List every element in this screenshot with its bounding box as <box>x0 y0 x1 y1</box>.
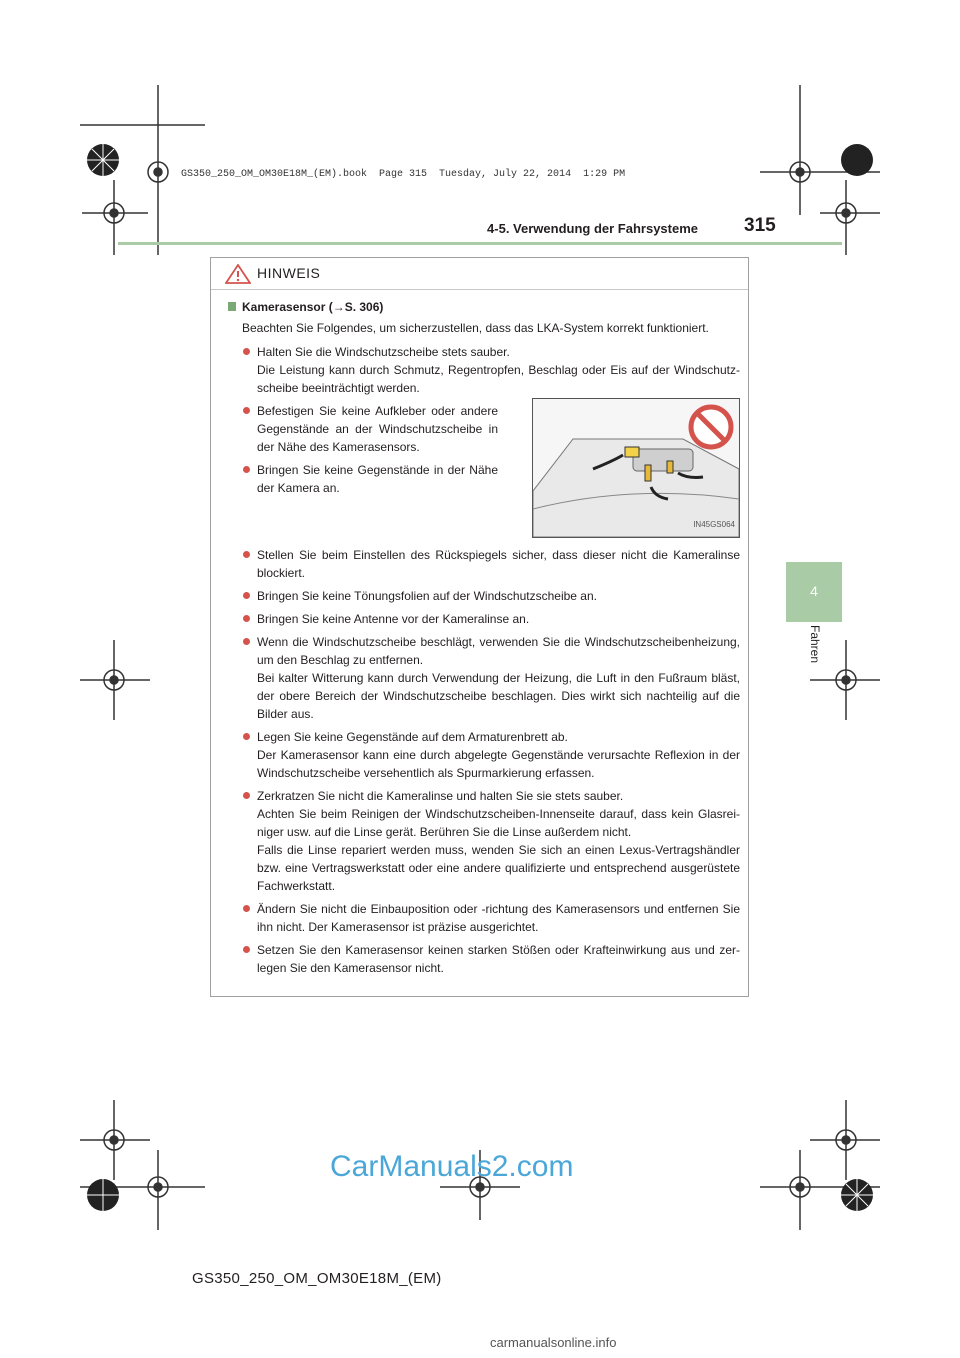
section-title: 4-5. Verwendung der Fahrsysteme <box>487 221 698 236</box>
list-item: Wenn die Windschutzscheibe beschlägt, verwenden Sie die Windschutzscheibenheizung, um den Beschlag zu entfernen. Bei kalter Witterung kann durch Verwendung der Heizung, die Luft in den Fußraum bläst, der obere Bereich der Windschutzscheibe beschlagen. Dies wirkt sich nachteilig auf die Bilder aus. <box>226 633 740 723</box>
notice-intro: Beachten Sie Folgendes, um sicherzustellen, dass das LKA-System korrekt funktioniert. <box>242 321 709 335</box>
watermark-carmanuals: CarManuals2.com <box>330 1150 574 1183</box>
prohibited-icon <box>691 407 731 447</box>
footer-doc-code: GS350_250_OM_OM30E18M_(EM) <box>192 1270 442 1287</box>
chapter-tab: 4 <box>786 562 842 622</box>
figure-code: IN45GS064 <box>693 520 735 529</box>
notice-header <box>211 258 748 290</box>
notice-heading: Kamerasensor (→S. 306) <box>226 298 740 316</box>
notice-title: HINWEIS <box>257 265 321 281</box>
list-item: Ändern Sie nicht die Einbauposition oder -richtung des Kamerasensors und entfernen Sie ihn nicht. Der Kamerasensor ist präzise ausgerichtet. <box>226 900 740 936</box>
header-rule <box>118 242 842 245</box>
notice-box <box>210 257 749 997</box>
figure-row <box>226 402 740 538</box>
list-item: Befestigen Sie keine Aufkleber oder andere Gegenstände an der Windschutzscheibe in der Nähe des Kamerasensors. <box>226 402 498 456</box>
list-item: Bringen Sie keine Gegenstände in der Nähe der Kamera an. <box>226 461 498 497</box>
list-item: Halten Sie die Windschutzscheibe stets sauber. Die Leistung kann durch Schmutz, Regentropfen, Beschlag oder Eis auf der Windschutzscheibe beeinträchtigt werden. <box>226 343 740 397</box>
figure-text <box>226 402 498 538</box>
chapter-label: Fahren <box>808 625 822 664</box>
list-item: Stellen Sie beim Einstellen des Rückspiegels sicher, dass dieser nicht die Kameralinse blockiert. <box>226 546 740 582</box>
page-number: 315 <box>744 215 776 236</box>
print-book-line: GS350_250_OM_OM30E18M_(EM).book Page 315 Tuesday, July 22, 2014 1:29 PM <box>181 169 626 180</box>
list-item: Setzen Sie den Kamerasensor keinen starken Stößen oder Krafteinwirkung aus und zerlegen Sie den Kamerasensor nicht. <box>226 941 740 977</box>
list-item: Zerkratzen Sie nicht die Kameralinse und halten Sie sie stets sauber. Achten Sie beim Reinigen der Windschutzscheiben-Innenseite darauf, dass kein Glasreiniger usw. auf die Linse gerät. Berühren Sie die Linse außerdem nicht. Falls die Linse repariert werden muss, wenden Sie sich an einen Lexus-Vertragshändler bzw. eine Vertragswerkstatt oder eine andere qualifizierte und entsprechend ausgerüstete Fachwerkstatt. <box>226 787 740 895</box>
watermark-bottom: carmanualsonline.info <box>490 1335 617 1350</box>
warning-icon <box>225 264 251 284</box>
notice-content <box>226 298 740 982</box>
list-item: Legen Sie keine Gegenstände auf dem Armaturenbrett ab. Der Kamerasensor kann eine durch abgelegte Gegenstände verursachte Reflexion in der Windschutzscheibe versehentlich als Spurmarkierung erfassen. <box>226 728 740 782</box>
list-item: Bringen Sie keine Tönungsfolien auf der Windschutzscheibe an. <box>226 587 740 605</box>
windshield-illustration <box>532 398 740 538</box>
list-item: Bringen Sie keine Antenne vor der Kameralinse an. <box>226 610 740 628</box>
